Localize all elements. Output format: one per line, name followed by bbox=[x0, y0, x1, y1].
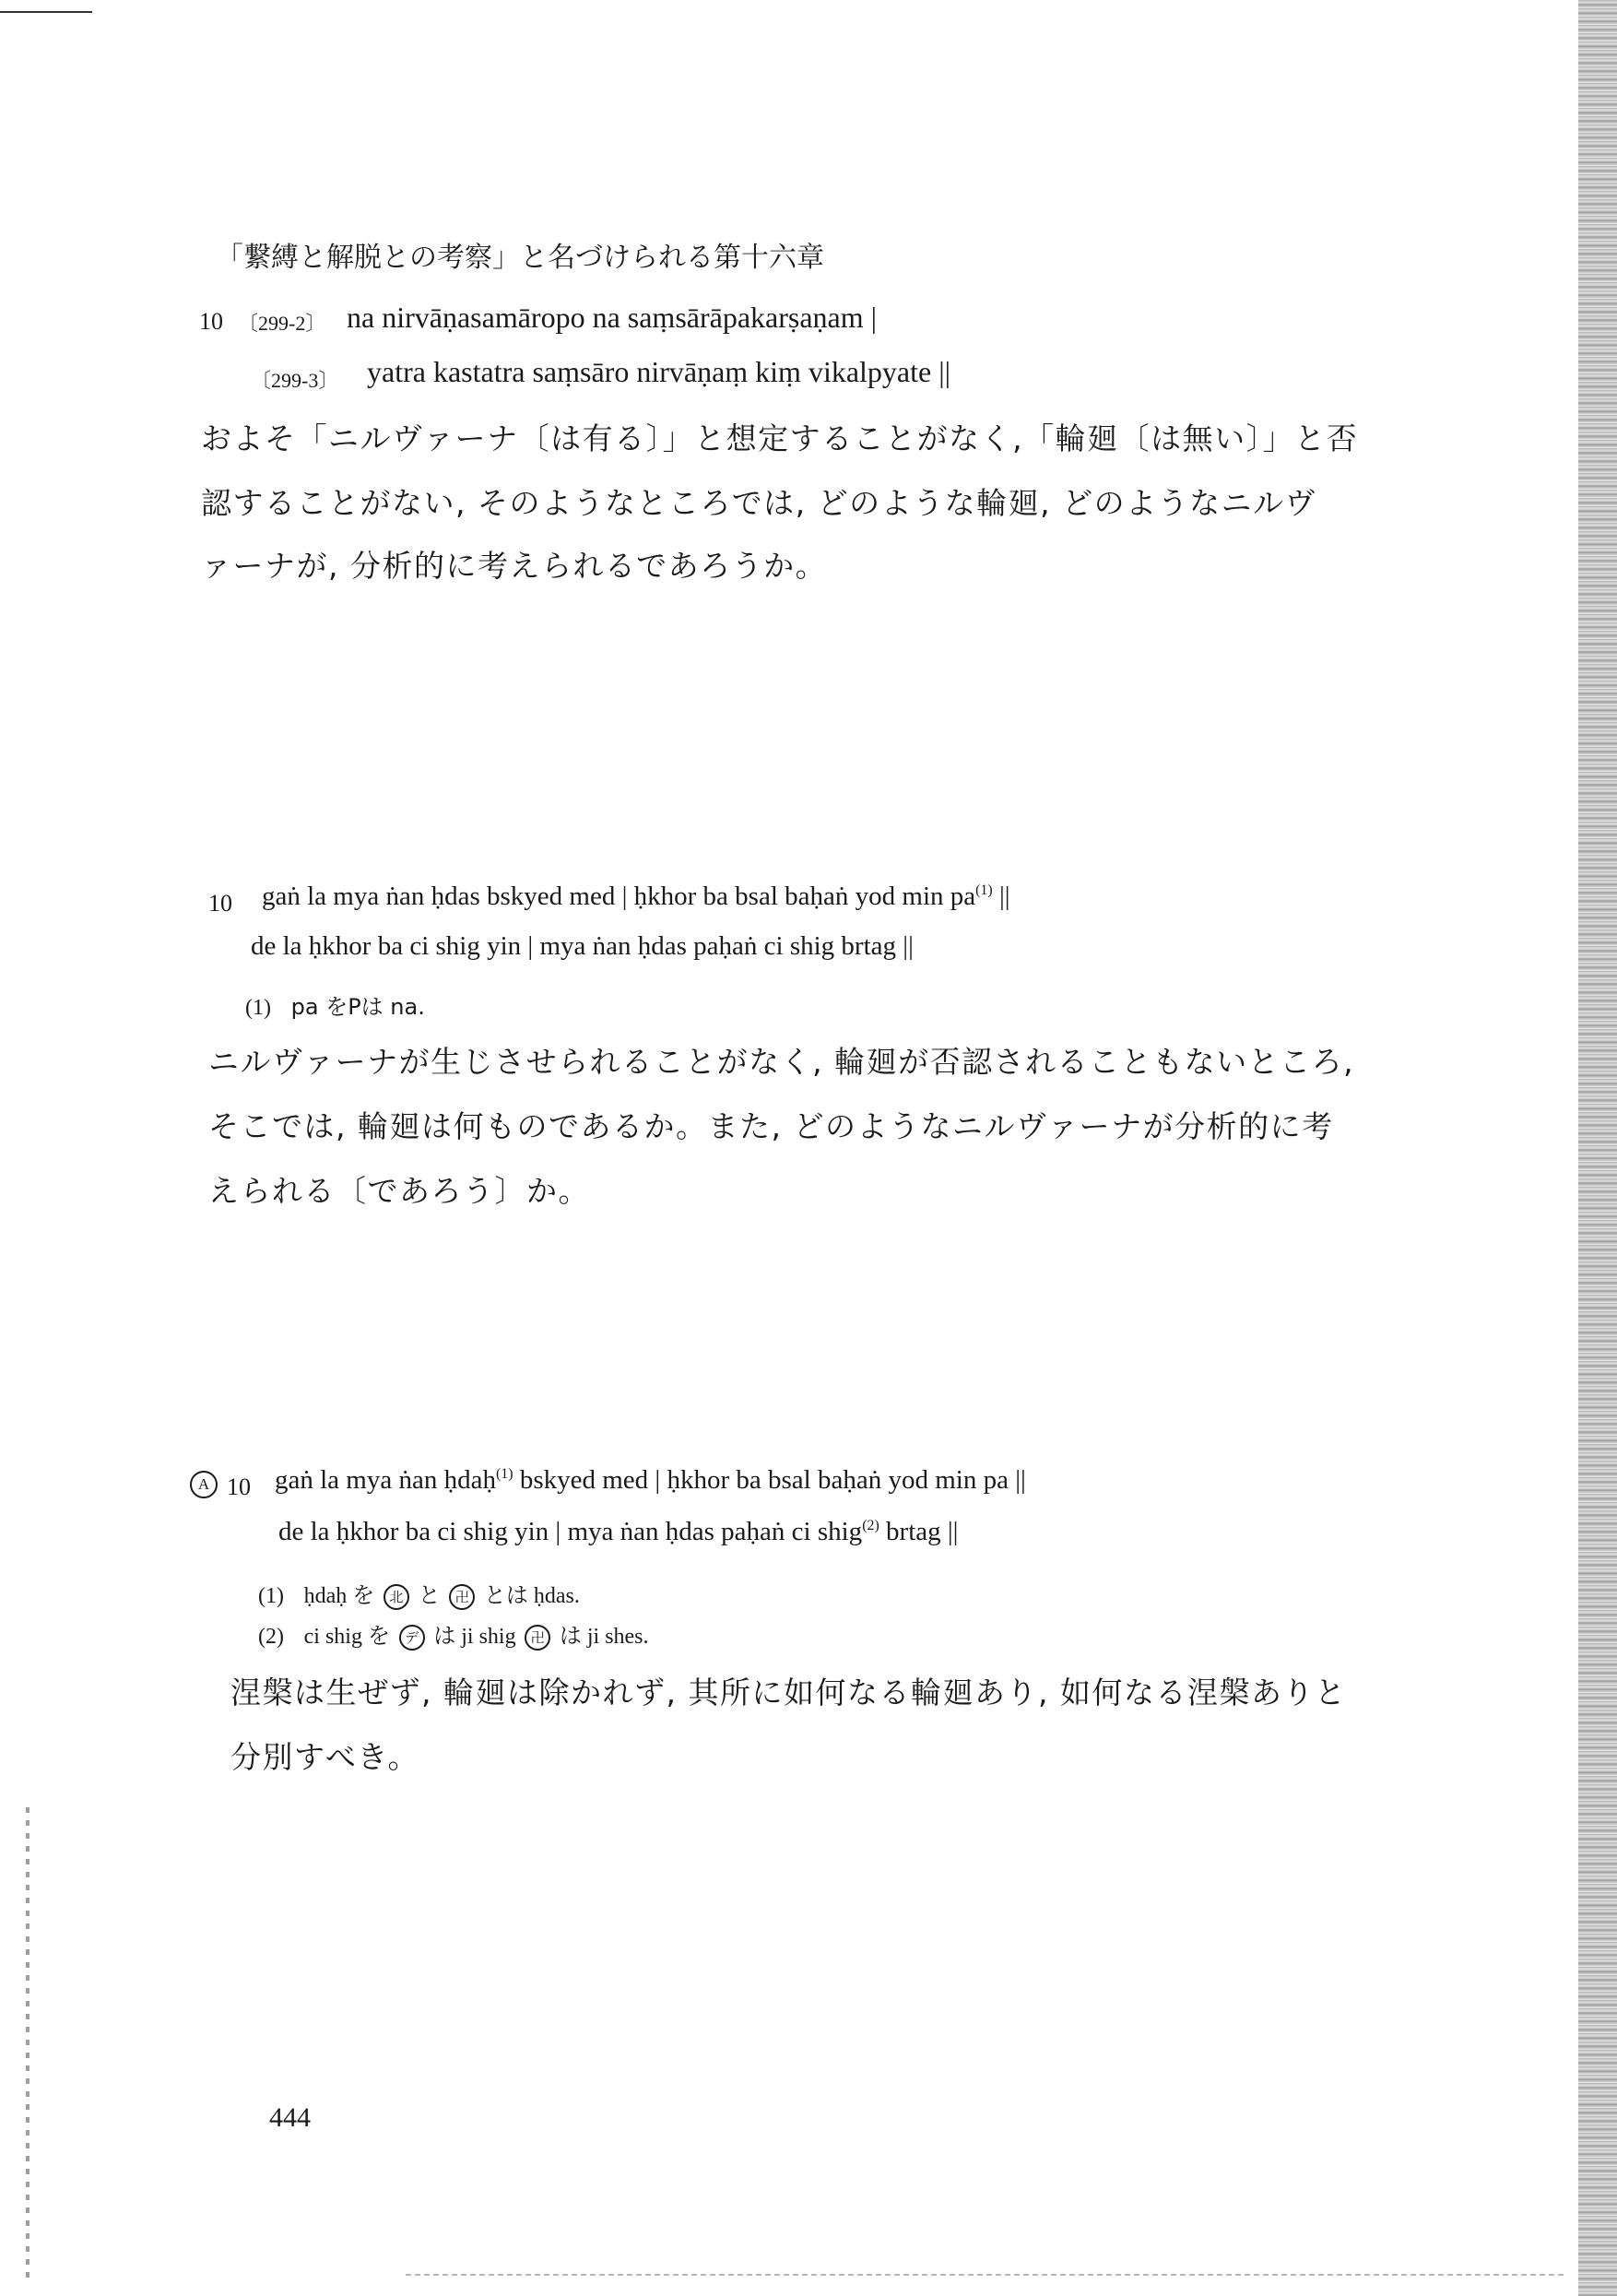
footnote-mark: (1) bbox=[258, 1584, 284, 1608]
variant-symbol bbox=[188, 1471, 219, 1498]
tibetan-line: de la ḥkhor ba ci shig yin | mya ṅan ḥdas paḥaṅ ci shig brtag || bbox=[251, 931, 914, 961]
footnote bbox=[245, 988, 425, 1021]
circled-char-icon: 北 bbox=[384, 1584, 409, 1610]
tibetan-line bbox=[262, 882, 1010, 912]
footnote-text: とは ḥdas. bbox=[483, 1584, 580, 1608]
translation-line: そこでは, 輪廻は何ものであるか。また, どのようなニルヴァーナが分析的に考 bbox=[208, 1108, 1334, 1144]
footnote bbox=[258, 1617, 649, 1651]
translation-line: 涅槃は生ぜず, 輪廻は除かれず, 其所に如何なる輪廻あり, 如何なる涅槃ありと bbox=[230, 1675, 1347, 1710]
tibetan-text: || bbox=[992, 882, 1010, 911]
footnote-text: pa をPは na. bbox=[290, 994, 425, 1020]
translation-line: 認することがない, そのようなところでは, どのような輪廻, どのようなニルヴ bbox=[201, 485, 1317, 521]
footnote-text: は ji shes. bbox=[559, 1625, 649, 1649]
verse-reference: 〔299-3〕 bbox=[251, 369, 339, 392]
circled-char-icon: 卍 bbox=[449, 1584, 475, 1610]
page-number: 444 bbox=[269, 2102, 311, 2133]
translation-line: ニルヴァーナが生じさせられることがなく, 輪廻が否認されることもないところ, bbox=[208, 1044, 1355, 1080]
circled-a-icon: A bbox=[190, 1471, 218, 1498]
verse-number: 10 bbox=[227, 1473, 251, 1500]
sanskrit-line: yatra kastatra saṃsāro nirvāṇaṃ kiṃ vikalpyate || bbox=[367, 355, 951, 388]
verse-number: 10 bbox=[199, 308, 223, 335]
footnote-mark: (1) bbox=[495, 1465, 513, 1482]
verse-reference: 〔299-2〕 bbox=[238, 312, 326, 335]
translation-line: 分別すべき。 bbox=[230, 1739, 420, 1775]
scan-page-edge bbox=[1578, 0, 1617, 2296]
footnote-mark: (1) bbox=[975, 882, 993, 898]
scan-top-rule bbox=[0, 11, 92, 13]
footnote-mark: (1) bbox=[245, 996, 271, 1020]
tibetan-text: brtag || bbox=[879, 1517, 959, 1546]
tibetan-line bbox=[275, 1465, 1026, 1496]
translation-line: えられる〔であろう〕か。 bbox=[208, 1173, 590, 1209]
footnote-mark: (2) bbox=[258, 1625, 284, 1649]
tibetan-text: bskyed med | ḥkhor ba bsal baḥaṅ yod min pa || bbox=[513, 1465, 1026, 1495]
translation-line: およそ「ニルヴァーナ〔は有る〕」と想定することがなく,「輪廻〔は無い〕」と否 bbox=[201, 420, 1359, 456]
sanskrit-line: na nirvāṇasamāropo na saṃsārāpakarṣaṇam | bbox=[347, 301, 878, 334]
scan-bottom-rule bbox=[406, 2274, 1567, 2276]
footnote bbox=[258, 1577, 580, 1610]
translation-line: ァーナが, 分析的に考えられるであろうか。 bbox=[201, 548, 828, 584]
footnote-text: ci shig を bbox=[303, 1625, 390, 1649]
verse-number: 10 bbox=[208, 890, 232, 917]
tibetan-text: gaṅ la mya ṅan ḥdaḥ bbox=[275, 1465, 496, 1495]
tibetan-text: de la ḥkhor ba ci shig yin | mya ṅan ḥdas paḥaṅ ci shig bbox=[278, 1517, 863, 1546]
tibetan-text: gaṅ la mya ṅan ḥdas bskyed med | ḥkhor ba bsal baḥaṅ yod min pa bbox=[262, 882, 976, 911]
circled-char-icon: デ bbox=[399, 1625, 425, 1651]
footnote-text: と bbox=[418, 1582, 441, 1608]
footnote-text: は ji shig bbox=[433, 1625, 516, 1649]
scan-left-edge bbox=[26, 1807, 30, 2278]
circled-char-icon: 卍 bbox=[525, 1625, 550, 1651]
footnote-text: ḥdaḥ を bbox=[303, 1584, 375, 1608]
footnote-mark: (2) bbox=[862, 1517, 879, 1533]
tibetan-line bbox=[278, 1517, 958, 1547]
chapter-title: 「繋縛と解脱との考察」と名づけられる第十六章 bbox=[216, 242, 824, 274]
